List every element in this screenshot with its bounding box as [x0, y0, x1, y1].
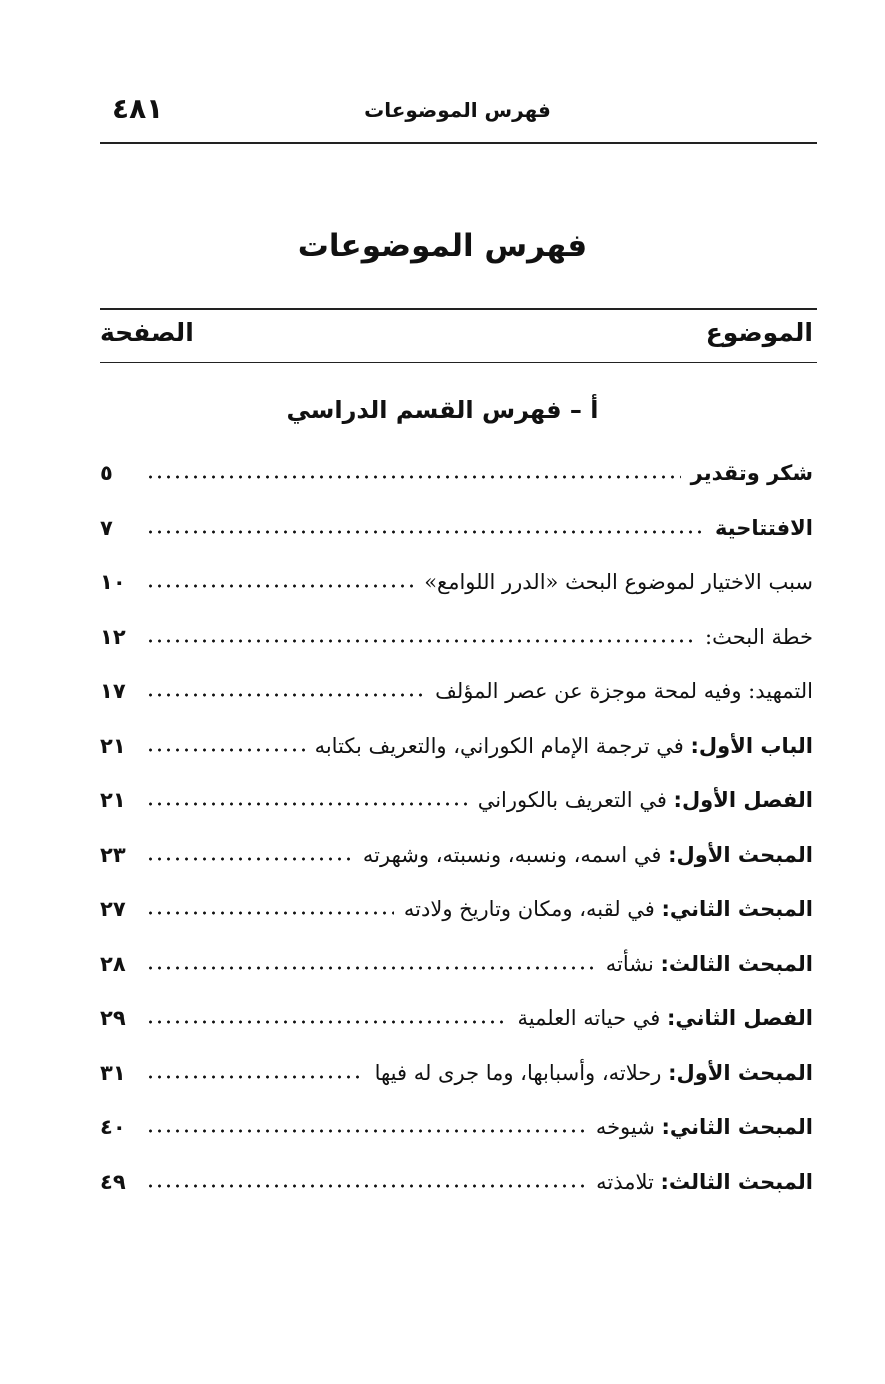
toc-entry-lead: المبحث الثالث: — [660, 951, 813, 976]
dot-leader — [146, 692, 425, 698]
dot-leader — [146, 965, 596, 971]
toc-entry-topic — [518, 1006, 813, 1030]
topic-column-header: الموضوع — [705, 318, 813, 347]
toc-entry-topic — [715, 516, 813, 540]
dot-leader — [146, 1019, 508, 1025]
toc-entry-topic — [705, 625, 813, 649]
toc-entry-text: في التعريف بالكوراني — [477, 788, 674, 813]
toc-entry-text: شيوخه — [595, 1115, 662, 1140]
toc-entry-topic — [363, 843, 813, 867]
toc-entry-topic — [404, 897, 813, 921]
toc-entry-page: ٢١ — [100, 733, 126, 758]
toc-entry-text: خطة البحث: — [705, 624, 813, 649]
toc-entry-lead: المبحث الثالث: — [660, 1169, 813, 1194]
toc-entry-topic — [596, 1170, 813, 1194]
page-number: ٤٨١ — [112, 92, 164, 125]
toc-entry — [100, 501, 813, 556]
toc-entry — [100, 1100, 813, 1155]
toc-entry-page: ٢٩ — [100, 1006, 126, 1031]
dot-leader — [146, 1074, 365, 1080]
toc-entry-topic — [315, 734, 813, 758]
toc-entry — [100, 1046, 813, 1101]
toc-entry-text: سبب الاختيار لموضوع البحث «الدرر اللوامع» — [424, 570, 813, 595]
toc-entry-lead: المبحث الأول: — [668, 1060, 813, 1085]
dot-leader — [146, 747, 305, 753]
toc-entry-page: ٣١ — [100, 1060, 126, 1085]
dot-leader — [146, 474, 681, 480]
table-top-rule — [100, 308, 817, 310]
dot-leader — [146, 529, 705, 535]
toc-entry-text: التمهيد: وفيه لمحة موجزة عن عصر المؤلف — [435, 679, 813, 704]
toc-entry-page: ٤٩ — [100, 1169, 126, 1194]
toc-entry-lead: الباب الأول: — [690, 733, 813, 758]
toc-entry — [100, 610, 813, 665]
toc-entry — [100, 1155, 813, 1210]
toc-entry-lead: الفصل الثاني: — [666, 1006, 813, 1031]
toc-entry — [100, 828, 813, 883]
table-header-rule — [100, 362, 817, 363]
running-title: فهرس الموضوعات — [364, 98, 551, 122]
toc-entry-lead: المبحث الثاني: — [661, 1115, 813, 1140]
toc-entry-page: ٢٣ — [100, 842, 126, 867]
running-header — [100, 92, 815, 132]
dot-leader — [146, 1128, 586, 1134]
toc-entry-page: ١٧ — [100, 679, 126, 704]
toc-entry-text: في اسمه، ونسبه، ونسبته، وشهرته — [362, 842, 669, 867]
toc-entry-text: رحلاته، وأسبابها، وما جرى له فيها — [374, 1060, 669, 1085]
toc-entry-page: ٥ — [100, 461, 113, 486]
toc-entry-lead: الافتتاحية — [714, 515, 813, 540]
dot-leader — [146, 583, 414, 589]
toc-entry-page: ١٠ — [100, 570, 126, 595]
toc-entry — [100, 446, 813, 501]
toc-entry-topic — [478, 788, 813, 812]
toc-entry-text: في حياته العلمية — [517, 1006, 667, 1031]
toc-entry-lead: الفصل الأول: — [673, 788, 813, 813]
toc-entry-lead: المبحث الأول: — [668, 842, 813, 867]
toc-entry — [100, 991, 813, 1046]
toc-entry — [100, 664, 813, 719]
toc-entry-page: ٢٨ — [100, 951, 126, 976]
toc-entry-text: في ترجمة الإمام الكوراني، والتعريف بكتابه — [314, 733, 691, 758]
toc-entry-topic — [596, 1115, 813, 1139]
toc-entry-topic — [375, 1061, 813, 1085]
toc-entry-topic — [435, 679, 813, 703]
toc-entry-page: ٤٠ — [100, 1115, 126, 1140]
toc-entry-text: نشأته — [605, 951, 661, 976]
header-rule — [100, 142, 817, 144]
toc-entry — [100, 719, 813, 774]
toc-entry-lead: المبحث الثاني: — [661, 897, 813, 922]
page-title: فهرس الموضوعات — [297, 228, 588, 264]
dot-leader — [146, 910, 394, 916]
toc-entry-page: ٢٧ — [100, 897, 126, 922]
dot-leader — [146, 638, 695, 644]
toc-entry-topic — [424, 570, 813, 594]
toc-entry-topic — [606, 952, 813, 976]
toc-entry — [100, 937, 813, 992]
dot-leader — [146, 1183, 586, 1189]
toc-entry-lead: شكر وتقدير — [690, 461, 813, 486]
toc-entry-text: تلامذته — [596, 1169, 661, 1194]
toc-entry — [100, 882, 813, 937]
toc-list — [100, 446, 813, 1209]
section-title: أ – فهرس القسم الدراسي — [286, 396, 599, 424]
toc-entry — [100, 773, 813, 828]
toc-entry-topic — [691, 461, 813, 485]
dot-leader — [146, 856, 353, 862]
dot-leader — [146, 801, 468, 807]
toc-entry-text: في لقبه، ومكان وتاريخ ولادته — [403, 897, 662, 922]
toc-entry-page: ٢١ — [100, 788, 126, 813]
toc-entry — [100, 555, 813, 610]
toc-entry-page: ١٢ — [100, 624, 126, 649]
page-column-header: الصفحة — [100, 318, 194, 347]
toc-entry-page: ٧ — [100, 515, 113, 540]
